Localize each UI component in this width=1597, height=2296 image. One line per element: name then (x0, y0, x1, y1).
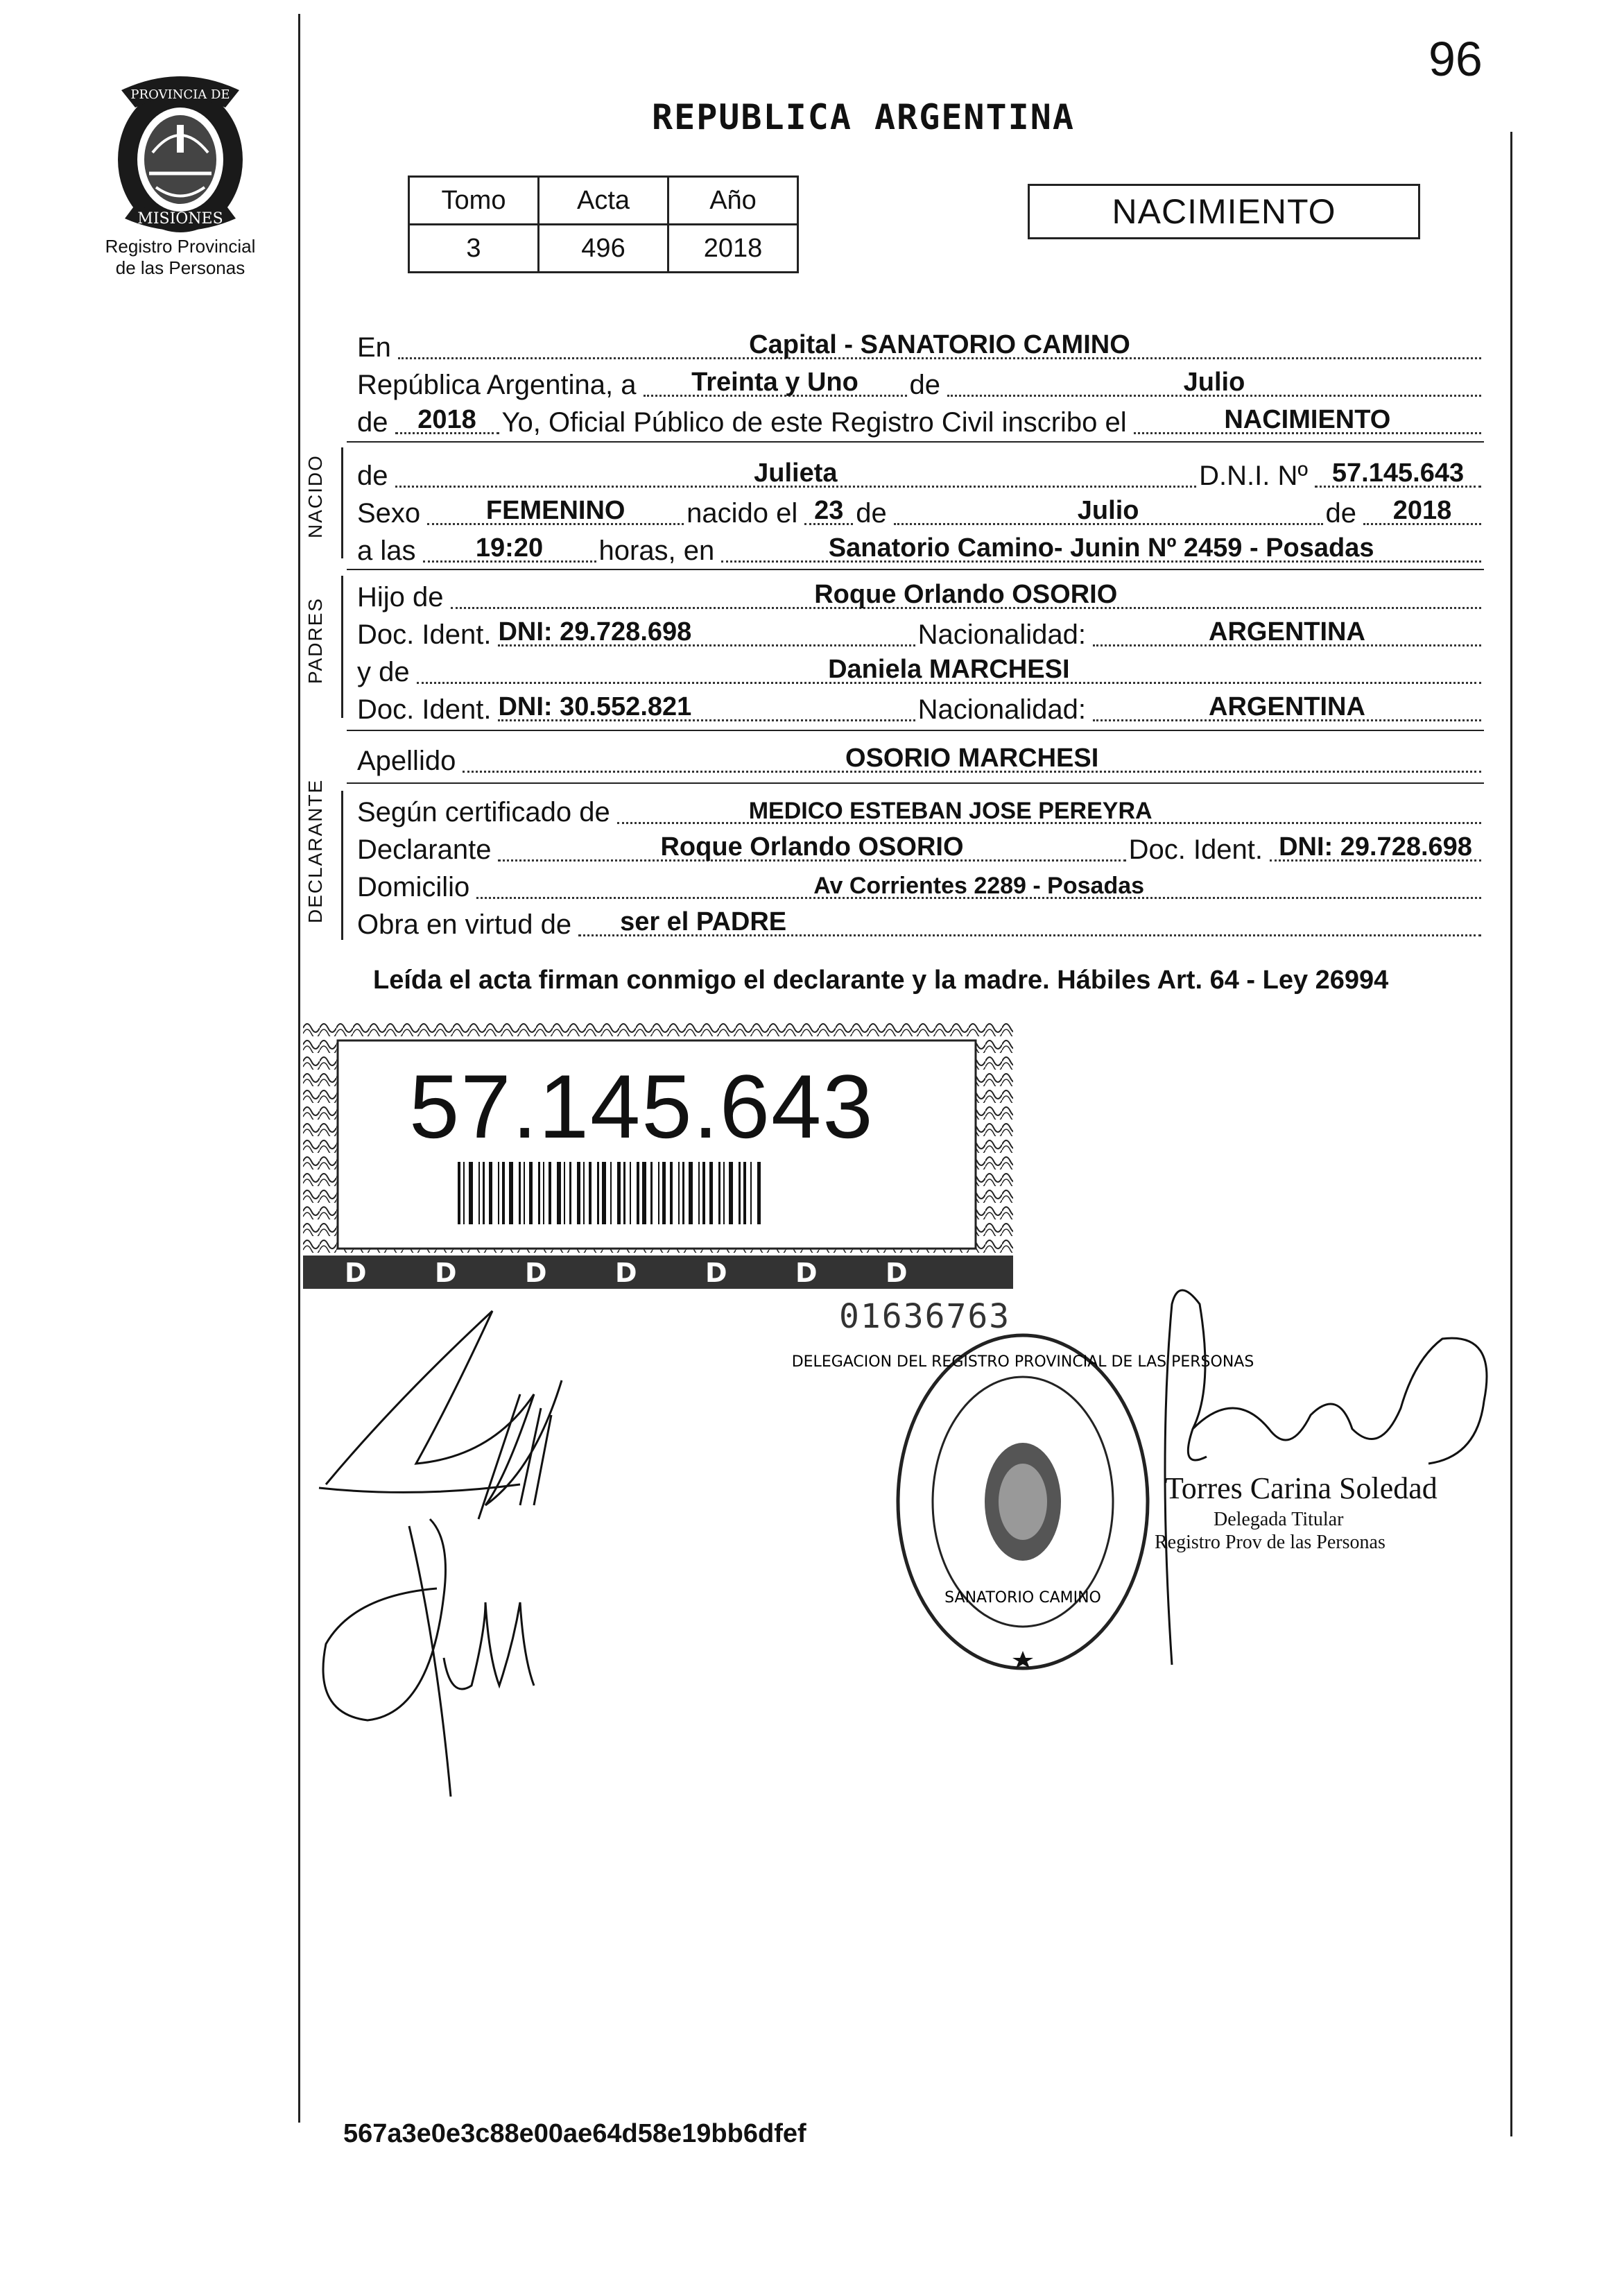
divider (347, 730, 1484, 731)
row-sexo (357, 492, 1484, 529)
right-margin-line (1510, 132, 1512, 2136)
signatory-org: Registro Prov de las Personas (1155, 1532, 1385, 1553)
row-en (357, 326, 1484, 363)
barcode-icon (458, 1162, 846, 1224)
provincia-de-misiones-coat-of-arms-icon (107, 76, 253, 236)
label-certificado: Según certificado de (357, 797, 610, 828)
value-certificado: MEDICO ESTEBAN JOSE PEREYRA (748, 798, 1153, 824)
declarante-section-label: DECLARANTE (304, 778, 326, 923)
nacido-bar (341, 447, 343, 558)
label-declarante-doc: Doc. Ident. (1128, 834, 1263, 865)
label-father-nacionalidad: Nacionalidad: (917, 619, 1086, 650)
declarant-signature-icon (312, 1297, 631, 1797)
svg-text:D: D (615, 1258, 637, 1288)
nacido-section-label: NACIDO (304, 454, 326, 538)
official-seal-icon (791, 1325, 1254, 1679)
record-type-box: NACIMIENTO (1028, 184, 1420, 239)
row-domicilio (357, 866, 1484, 903)
value-declarante: Roque Orlando OSORIO (660, 832, 964, 862)
label-obra: Obra en virtud de (357, 909, 572, 940)
value-declarante-doc: DNI: 29.728.698 (1279, 832, 1472, 862)
value-domicilio: Av Corrientes 2289 - Posadas (813, 873, 1145, 899)
value-birth-month: Julio (1077, 496, 1139, 525)
closing-text: Leída el acta firman conmigo el declarante y la madre. Hábiles Art. 64 - Ley 26994 (373, 966, 1389, 995)
value-birth-day: 23 (814, 496, 844, 525)
logo-caption-line2: de las Personas (115, 257, 245, 278)
value-day: Treinta y Uno (691, 368, 858, 397)
label-domicilio: Domicilio (357, 872, 470, 902)
registry-value-acta: 496 (539, 225, 668, 273)
seal-inner-text: SANATORIO CAMINO (944, 1589, 1101, 1607)
value-mother-name: Daniela MARCHESI (828, 655, 1070, 684)
logo-caption-line1: Registro Provincial (105, 236, 256, 257)
value-father-doc: DNI: 29.728.698 (498, 617, 692, 646)
row-declarante (357, 828, 1484, 866)
official-signature-icon (1151, 1249, 1512, 1679)
label-en: En (357, 332, 391, 363)
label-hijo-de: Hijo de (357, 582, 444, 612)
value-apellido: OSORIO MARCHESI (845, 744, 1099, 773)
value-birth-place: Sanatorio Camino- Junin Nº 2459 - Posadas (828, 533, 1374, 563)
page-number: 96 (1428, 32, 1483, 86)
value-obra: ser el PADRE (620, 907, 787, 936)
value-child-name: Julieta (754, 459, 838, 488)
logo-text-top: PROVINCIA DE (130, 87, 230, 102)
row-mother-doc (357, 688, 1484, 726)
row-hijo-de (357, 576, 1484, 613)
row-certificado (357, 791, 1484, 828)
label-father-doc: Doc. Ident. (357, 619, 492, 650)
svg-text:D: D (795, 1258, 818, 1288)
row-nacido-name (357, 454, 1484, 492)
label-declarante: Declarante (357, 834, 492, 865)
value-father-name: Roque Orlando OSORIO (814, 580, 1118, 609)
row-obra (357, 903, 1484, 941)
registry-header-acta: Acta (539, 177, 668, 225)
dni-sticker-number: 57.145.643 (409, 1056, 874, 1157)
registry-header-tomo: Tomo (409, 177, 539, 225)
row-y-de (357, 651, 1484, 688)
label-republica: República Argentina, a (357, 370, 637, 400)
row-apellido (357, 739, 1484, 777)
value-child-dni: 57.145.643 (1331, 459, 1465, 488)
label-de-name: de (357, 461, 388, 491)
country-title: REPUBLICA ARGENTINA (652, 97, 1075, 137)
divider (347, 441, 1484, 443)
label-nacido-el: nacido el (687, 498, 798, 529)
registry-value-tomo: 3 (409, 225, 539, 273)
seal-outer-text: DELEGACION DEL REGISTRO PROVINCIAL DE LAS PERSONAS (791, 1353, 1254, 1371)
divider (347, 569, 1484, 570)
label-de-birth-month: de (856, 498, 887, 529)
registry-header-ano: Año (668, 177, 798, 225)
document-hash: 567a3e0e3c88e00ae64d58e19bb6dfef (343, 2119, 806, 2148)
left-margin-line (298, 14, 300, 2123)
row-hora (357, 529, 1484, 567)
label-de-month: de (909, 370, 940, 400)
declarante-bar (341, 791, 343, 940)
row-father-doc (357, 613, 1484, 651)
value-month: Julio (1183, 368, 1245, 397)
value-sexo: FEMENINO (485, 496, 625, 525)
label-mother-doc: Doc. Ident. (357, 694, 492, 725)
signatory-role: Delegada Titular (1214, 1509, 1344, 1530)
label-de-birth-year: de (1325, 498, 1356, 529)
serial-stamp: 01636763 (839, 1297, 1011, 1336)
value-mother-nacionalidad: ARGENTINA (1209, 692, 1365, 721)
row-republica (357, 363, 1484, 401)
value-birth-year: 2018 (1392, 496, 1452, 525)
divider (347, 782, 1484, 784)
value-inscribo: NACIMIENTO (1224, 405, 1391, 434)
label-horas: horas, en (598, 536, 715, 566)
label-y-de: y de (357, 657, 410, 687)
label-dni: D.N.I. Nº (1199, 461, 1308, 491)
logo-caption (83, 236, 277, 279)
registry-value-ano: 2018 (668, 225, 798, 273)
value-year: 2018 (417, 405, 476, 434)
registry-table-header-row (409, 177, 798, 225)
label-a-las: a las (357, 536, 416, 566)
svg-text:D: D (886, 1258, 908, 1288)
value-en-place: Capital - SANATORIO CAMINO (749, 330, 1130, 359)
svg-text:D: D (705, 1258, 727, 1288)
label-apellido: Apellido (357, 746, 456, 776)
value-mother-doc: DNI: 30.552.821 (498, 692, 692, 721)
svg-text:D: D (525, 1258, 547, 1288)
logo-text-bottom: MISIONES (137, 210, 223, 228)
value-father-nacionalidad: ARGENTINA (1209, 617, 1365, 646)
value-birth-time: 19:20 (475, 533, 544, 563)
padres-bar (341, 576, 343, 718)
label-yo: Yo, Oficial Público de este Registro Civil inscribo el (501, 407, 1127, 438)
registry-table (408, 175, 799, 273)
label-mother-nacionalidad: Nacionalidad: (917, 694, 1086, 725)
svg-text:D: D (345, 1258, 367, 1288)
row-year (357, 401, 1484, 438)
signatory-name: Torres Carina Soledad (1165, 1471, 1438, 1505)
padres-section-label: PADRES (304, 597, 326, 684)
svg-text:D: D (435, 1258, 457, 1288)
registry-table-value-row (409, 225, 798, 273)
label-sexo: Sexo (357, 498, 421, 529)
label-de-year: de (357, 407, 388, 438)
